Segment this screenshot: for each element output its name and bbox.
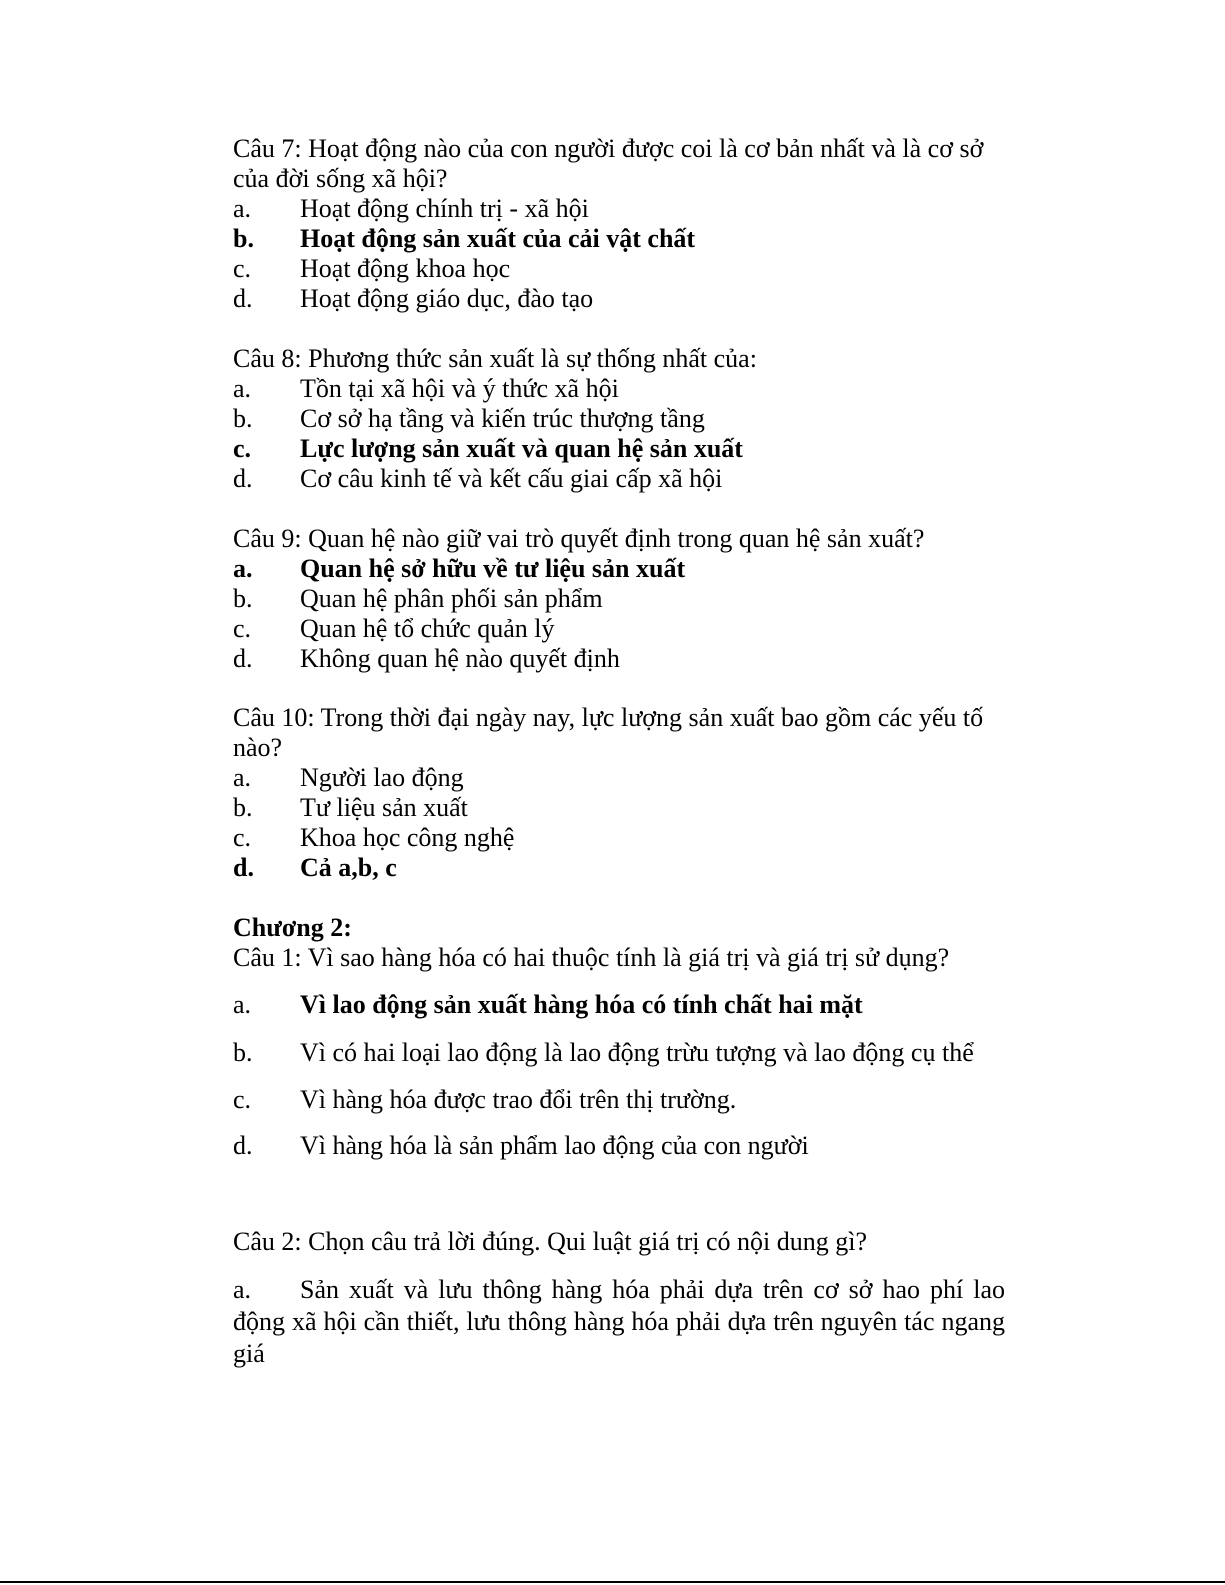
option-label: d. (233, 1131, 253, 1160)
option-text: Tư liệu sản xuất (300, 793, 468, 822)
question-9-option-a-answer (233, 554, 1008, 584)
question-9-option-c (233, 614, 1008, 644)
option-text: Hoạt động giáo dục, đào tạo (300, 284, 594, 313)
option-text: Vì lao động sản xuất hàng hóa có tính chất hai mặt (300, 990, 863, 1019)
option-text: Quan hệ phân phối sản phẩm (300, 584, 603, 613)
question-10-option-d-answer (233, 853, 1008, 883)
question-9 (233, 524, 1008, 674)
question-7-option-d (233, 284, 1008, 314)
option-text: Quan hệ sở hữu về tư liệu sản xuất (300, 554, 686, 583)
option-label: c. (233, 1085, 252, 1114)
chapter-2-q2-option-a (233, 1274, 1005, 1370)
option-label: a. (233, 194, 252, 223)
question-9-option-b (233, 584, 1008, 614)
option-text: Cả a,b, c (300, 853, 397, 882)
question-7-option-b-answer (233, 224, 1008, 254)
option-label: a. (233, 554, 253, 583)
option-text: Vì hàng hóa là sản phẩm lao động của con người (300, 1131, 809, 1160)
option-label: d. (233, 284, 253, 313)
chapter-2-q1-option-a-answer (233, 990, 1008, 1038)
option-text: Cơ câu kinh tế và kết cấu giai cấp xã hội (300, 464, 723, 493)
chapter-2-q1-option-b (233, 1038, 1008, 1085)
option-label: b. (233, 584, 253, 613)
chapter-heading: Chương 2: (233, 913, 352, 942)
option-label: c. (233, 254, 252, 283)
question-7-stem: Câu 7: Hoạt động nào của con người được coi là cơ bản nhất và là cơ sở của đời sống xã hội? (233, 134, 984, 193)
question-7 (233, 134, 1008, 314)
option-text: Vì hàng hóa được trao đổi trên thị trường. (300, 1085, 737, 1114)
option-label: b. (233, 1038, 253, 1067)
option-label: a. (233, 990, 252, 1019)
option-text: Người lao động (300, 763, 464, 792)
question-10-option-a (233, 763, 1008, 793)
question-10-option-b (233, 793, 1008, 823)
question-8 (233, 344, 1008, 494)
chapter-2-question-1-stem: Câu 1: Vì sao hàng hóa có hai thuộc tính là giá trị và giá trị sử dụng? (233, 943, 950, 972)
option-label: b. (233, 224, 254, 253)
option-text: Khoa học công nghệ (300, 823, 515, 852)
chapter-2-question-2-answer (233, 1274, 1005, 1370)
question-8-option-d (233, 464, 1008, 494)
option-label: d. (233, 464, 253, 493)
option-label: b. (233, 793, 253, 822)
chapter-2-question-2 (233, 1227, 1008, 1257)
option-label: a. (233, 763, 252, 792)
option-label: d. (233, 853, 254, 882)
option-label: a. (233, 1275, 252, 1304)
question-7-option-c (233, 254, 1008, 284)
question-9-stem: Câu 9: Quan hệ nào giữ vai trò quyết định trong quan hệ sản xuất? (233, 524, 925, 553)
question-9-option-d (233, 644, 1008, 674)
option-text: Hoạt động sản xuất của cải vật chất (300, 224, 696, 253)
question-10 (233, 703, 1008, 883)
question-8-option-b (233, 404, 1008, 434)
chapter-2-question-2-stem: Câu 2: Chọn câu trả lời đúng. Qui luật giá trị có nội dung gì? (233, 1227, 868, 1256)
option-text: Sản xuất và lưu thông hàng hóa phải dựa trên cơ sở hao phí lao động xã hội cần thiết, lưu thông hàng hóa phải dựa trên nguyên tác ngang giá (233, 1275, 1005, 1368)
option-text: Hoạt động chính trị - xã hội (300, 194, 589, 223)
option-text: Vì có hai loại lao động là lao động trừu tượng và lao động cụ thể (300, 1038, 974, 1067)
option-text: Lực lượng sản xuất và quan hệ sản xuất (300, 434, 743, 463)
question-8-option-c-answer (233, 434, 1008, 464)
question-8-option-a (233, 374, 1008, 404)
chapter-2 (233, 913, 1008, 973)
option-label: c. (233, 823, 252, 852)
option-label: d. (233, 644, 253, 673)
option-text: Không quan hệ nào quyết định (300, 644, 620, 673)
chapter-2-q1-option-c (233, 1085, 1008, 1131)
option-text: Cơ sở hạ tầng và kiến trúc thượng tầng (300, 404, 705, 433)
option-label: a. (233, 374, 252, 403)
option-text: Tồn tại xã hội và ý thức xã hội (300, 374, 619, 403)
question-7-option-a (233, 194, 1008, 224)
chapter-2-q1-option-d (233, 1131, 1008, 1161)
option-label: c. (233, 434, 252, 463)
question-10-stem: Câu 10: Trong thời đại ngày nay, lực lượng sản xuất bao gồm các yếu tố nào? (233, 703, 984, 762)
chapter-2-question-1-options (233, 990, 1008, 1161)
option-label: b. (233, 404, 253, 433)
question-10-option-c (233, 823, 1008, 853)
question-8-stem: Câu 8: Phương thức sản xuất là sự thống nhất của: (233, 344, 757, 373)
page-bottom-rule (0, 1581, 1225, 1583)
option-label: c. (233, 614, 252, 643)
option-text: Quan hệ tổ chức quản lý (300, 614, 555, 643)
option-text: Hoạt động khoa học (300, 254, 511, 283)
